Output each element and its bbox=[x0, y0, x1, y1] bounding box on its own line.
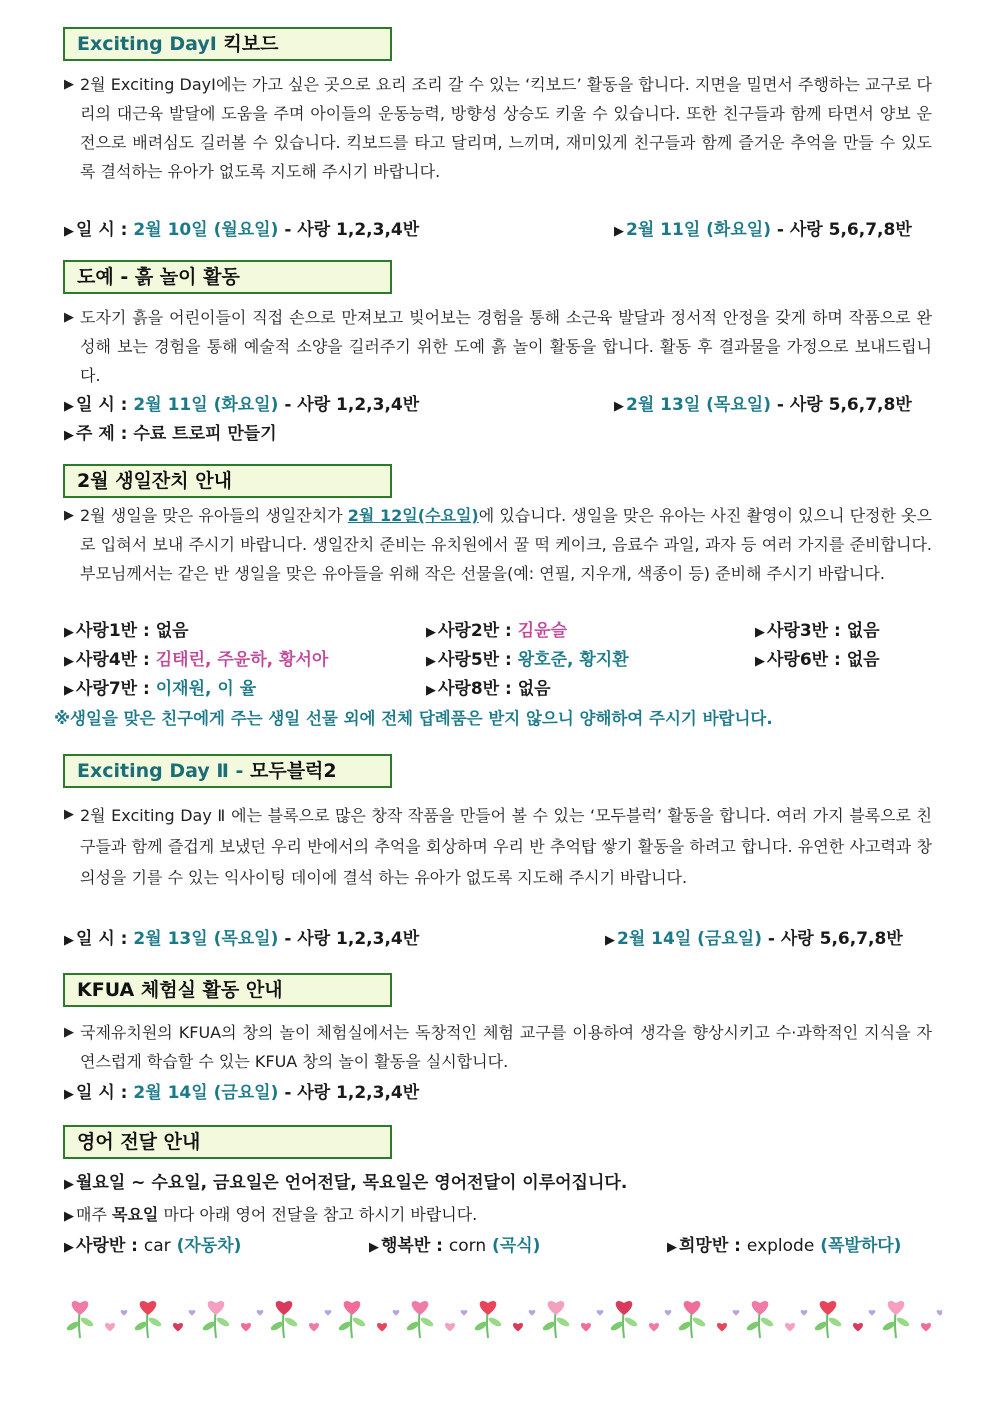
english-word-1 bbox=[64, 1232, 241, 1262]
small-heart-icon bbox=[241, 1323, 251, 1331]
class-names: 없음 bbox=[517, 679, 551, 699]
heart-flower-icon bbox=[208, 1301, 225, 1315]
word-korean: (자동차) bbox=[176, 1236, 242, 1256]
triangle-right-icon: ▶ bbox=[667, 1240, 677, 1255]
leaf-icon bbox=[623, 1316, 638, 1328]
schedule-date: 2월 13일 (목요일) bbox=[626, 395, 771, 415]
triangle-right-icon: ▶ bbox=[64, 399, 74, 414]
leaf-icon bbox=[283, 1316, 298, 1328]
leaf-icon bbox=[215, 1316, 230, 1328]
kfua-paragraph bbox=[64, 1018, 932, 1076]
heart-flower-icon bbox=[140, 1301, 157, 1315]
title-text: 영어 전달 안내 bbox=[77, 1131, 201, 1153]
title-part-b: 킥보드 bbox=[223, 33, 279, 55]
triangle-right-icon: ▶ bbox=[64, 654, 74, 669]
title-text: 2월 생일잔치 안내 bbox=[77, 470, 232, 492]
tiny-heart-icon bbox=[733, 1310, 740, 1316]
triangle-right-icon: ▶ bbox=[64, 1177, 74, 1192]
tiny-heart-icon bbox=[869, 1310, 876, 1316]
body-post: 에 있습니다. 생일을 맞은 유아는 사진 촬영이 있으니 단정한 옷으로 입혀서 보내 주시기 바랍니다. 생일잔치 준비는 유치원에서 꿀 떡 케이크, 음료수 과일, 과자 등 여러 가지를 준비합니다. 부모님께서는 같은 반 생일을 맞은 유아들을 위해 작은 선물을(예: 연필, 지우개, 색종이 등) 준비해 주시기 바랍니다. bbox=[80, 506, 933, 583]
word-class-label: 사랑반 : bbox=[76, 1236, 138, 1256]
triangle-right-icon: ▶ bbox=[614, 224, 624, 239]
leaf-icon bbox=[691, 1316, 706, 1328]
class-names: 이재원, 이 율 bbox=[155, 679, 257, 699]
triangle-right-icon: ▶ bbox=[64, 310, 74, 325]
blocks-paragraph bbox=[64, 800, 932, 893]
triangle-right-icon: ▶ bbox=[64, 1240, 74, 1255]
title-text: 도예 - 흙 놀이 활동 bbox=[77, 266, 240, 288]
triangle-right-icon: ▶ bbox=[64, 933, 74, 948]
small-heart-icon bbox=[377, 1323, 387, 1331]
theme-label: 주 제 : bbox=[76, 424, 128, 444]
kickboard-schedule-row-2 bbox=[614, 216, 912, 246]
birthday-date: 2월 12일(수요일) bbox=[347, 506, 479, 525]
heart-flower-icon bbox=[616, 1301, 633, 1315]
heart-flower-icon bbox=[684, 1301, 701, 1315]
triangle-right-icon: ▶ bbox=[64, 224, 74, 239]
triangle-right-icon: ▶ bbox=[64, 1025, 74, 1040]
pottery-theme-row bbox=[64, 420, 277, 450]
leaf-icon bbox=[827, 1316, 842, 1328]
schedule-classes: - 사랑 5,6,7,8반 bbox=[776, 395, 912, 415]
triangle-right-icon: ▶ bbox=[605, 933, 615, 948]
tiny-heart-icon bbox=[189, 1310, 196, 1316]
tiny-heart-icon bbox=[461, 1310, 468, 1316]
english-word-2 bbox=[369, 1232, 540, 1262]
schedule-classes: - 사랑 5,6,7,8반 bbox=[776, 220, 912, 240]
title-part-b: 모두블럭2 bbox=[250, 760, 337, 782]
pottery-schedule-row bbox=[64, 391, 419, 421]
small-heart-icon bbox=[513, 1323, 523, 1331]
class-label: 사랑8반 : bbox=[438, 679, 512, 699]
kickboard-paragraph bbox=[64, 70, 932, 186]
leaf-icon bbox=[555, 1316, 570, 1328]
title-part-a: Exciting Day Ⅱ - bbox=[77, 760, 244, 782]
leaf-icon bbox=[351, 1316, 366, 1328]
line2-post: 마다 아래 영어 전달을 참고 하시기 바랍니다. bbox=[158, 1205, 478, 1224]
heart-flower-icon bbox=[72, 1301, 89, 1315]
blocks-schedule-row bbox=[64, 925, 419, 955]
leaf-icon bbox=[147, 1316, 162, 1328]
triangle-right-icon: ▶ bbox=[755, 654, 765, 669]
triangle-right-icon: ▶ bbox=[426, 625, 436, 640]
section-title-pottery bbox=[63, 260, 392, 294]
class-names: 없음 bbox=[846, 621, 880, 641]
schedule-label: 일 시 : bbox=[76, 395, 128, 415]
small-heart-icon bbox=[581, 1323, 591, 1331]
triangle-right-icon: ▶ bbox=[426, 654, 436, 669]
small-heart-icon bbox=[309, 1323, 319, 1331]
birthday-class-2 bbox=[426, 617, 567, 647]
paragraph-text: 2월 Exciting DayⅠ에는 가고 싶은 곳으로 요리 조리 갈 수 있는 ‘킥보드’ 활동을 합니다. 지면을 밀면서 주행하는 교구로 다리의 대근육 발달에 도움을 주며 아이들의 운동능력, 방향성 상승도 키울 수 있습니다. 또한 친구들과 함께 타면서 양보 운전으로 배려심도 길러볼 수 있습니다. 킥보드를 타고 달리며, 느끼며, 재미있게 친구들과 함께 즐거운 추억을 만들 수 있도록 결석하는 유아가 없도록 지도해 주시기 바랍니다. bbox=[80, 75, 932, 181]
small-heart-icon bbox=[785, 1323, 795, 1331]
tiny-heart-icon bbox=[937, 1310, 942, 1316]
schedule-date: 2월 11일 (화요일) bbox=[133, 395, 279, 415]
triangle-right-icon: ▶ bbox=[64, 77, 74, 92]
birthday-class-1 bbox=[64, 617, 189, 647]
paragraph-text: 2월 Exciting Day Ⅱ 에는 블록으로 많은 창작 작품을 만들어 볼 수 있는 ‘모두블럭’ 활동을 합니다. 여러 가지 블록으로 친구들과 함께 즐겁게 보냈던 우리 반에서의 추억을 회상하며 우리 반 추억탑 쌓기 활동을 하려고 합니다. 유연한 사고력과 창의성을 기를 수 있는 익사이팅 데이에 결석 하는 유아가 없도록 지도해 주시기 바랍니다. bbox=[80, 806, 932, 887]
title-part-a: Exciting DayⅠ bbox=[77, 33, 217, 55]
schedule-classes: - 사랑 1,2,3,4반 bbox=[284, 929, 420, 949]
class-label: 사랑6반 : bbox=[767, 650, 841, 670]
schedule-label: 일 시 : bbox=[76, 1083, 128, 1103]
class-names: 없음 bbox=[846, 650, 880, 670]
class-names: 김윤슬 bbox=[517, 621, 568, 641]
schedule-classes: - 사랑 1,2,3,4반 bbox=[284, 220, 420, 240]
tiny-heart-icon bbox=[121, 1310, 128, 1316]
class-names: 김태린, 주윤하, 황서아 bbox=[155, 650, 329, 670]
small-heart-icon bbox=[173, 1323, 183, 1331]
leaf-icon bbox=[487, 1316, 502, 1328]
schedule-label: 일 시 : bbox=[76, 220, 128, 240]
triangle-right-icon: ▶ bbox=[64, 625, 74, 640]
triangle-right-icon: ▶ bbox=[64, 807, 74, 822]
triangle-right-icon: ▶ bbox=[64, 683, 74, 698]
tiny-heart-icon bbox=[529, 1310, 536, 1316]
section-title-blocks bbox=[63, 754, 392, 788]
schedule-date: 2월 14일 (금요일) bbox=[617, 929, 762, 949]
triangle-right-icon: ▶ bbox=[755, 625, 765, 640]
word-english: explode bbox=[746, 1236, 815, 1256]
small-heart-icon bbox=[921, 1323, 931, 1331]
schedule-date: 2월 13일 (목요일) bbox=[133, 929, 279, 949]
triangle-right-icon: ▶ bbox=[369, 1240, 379, 1255]
word-korean: (곡식) bbox=[492, 1236, 541, 1256]
english-line-2 bbox=[64, 1200, 477, 1231]
word-korean: (폭발하다) bbox=[820, 1236, 902, 1256]
tiny-heart-icon bbox=[597, 1310, 604, 1316]
class-label: 사랑4반 : bbox=[76, 650, 150, 670]
theme-value: 수료 트로피 만들기 bbox=[133, 424, 277, 444]
small-heart-icon bbox=[445, 1323, 455, 1331]
heart-flower-icon bbox=[752, 1301, 769, 1315]
heart-flower-icon bbox=[344, 1301, 361, 1315]
heart-flower-icon bbox=[480, 1301, 497, 1315]
line2-bold: 목요일 bbox=[112, 1205, 159, 1224]
tiny-heart-icon bbox=[325, 1310, 332, 1316]
small-heart-icon bbox=[649, 1323, 659, 1331]
line2-pre: 매주 bbox=[76, 1205, 112, 1224]
paragraph-text bbox=[80, 501, 932, 588]
schedule-date: 2월 10일 (월요일) bbox=[133, 220, 279, 240]
paragraph-text: 도자기 흙을 어린이들이 직접 손으로 만져보고 빚어보는 경험을 통해 소근육 발달과 정서적 안정을 갖게 하며 작품으로 완성해 보는 경험을 통해 예술적 소양을 길러주기 위한 도예 흙 놀이 활동을 합니다. 활동 후 결과물을 가정으로 보내드립니다. bbox=[80, 308, 932, 385]
heart-flower-icon bbox=[820, 1301, 837, 1315]
schedule-label: 일 시 : bbox=[76, 929, 128, 949]
body-pre: 2월 생일을 맞은 유아들의 생일잔치가 bbox=[80, 506, 348, 525]
class-label: 사랑1반 : bbox=[76, 621, 150, 641]
heart-flower-icon bbox=[276, 1301, 293, 1315]
section-title-kickboard bbox=[63, 27, 392, 61]
birthday-class-8 bbox=[426, 675, 551, 705]
kickboard-schedule-row bbox=[64, 216, 419, 246]
triangle-right-icon: ▶ bbox=[64, 428, 74, 443]
class-names: 왕호준, 황지환 bbox=[517, 650, 629, 670]
heart-flower-border bbox=[60, 1292, 942, 1342]
small-heart-icon bbox=[853, 1323, 863, 1331]
birthday-class-6 bbox=[755, 646, 880, 676]
section-title-kfua bbox=[63, 973, 392, 1007]
kfua-schedule-row bbox=[64, 1079, 419, 1109]
schedule-date: 2월 11일 (화요일) bbox=[626, 220, 771, 240]
word-class-label: 행복반 : bbox=[381, 1236, 443, 1256]
leaf-icon bbox=[419, 1316, 434, 1328]
schedule-classes: - 사랑 1,2,3,4반 bbox=[284, 1083, 420, 1103]
class-label: 사랑3반 : bbox=[767, 621, 841, 641]
class-names: 없음 bbox=[155, 621, 189, 641]
heart-flower-icon bbox=[548, 1301, 565, 1315]
heart-flower-icon bbox=[888, 1301, 905, 1315]
schedule-date: 2월 14일 (금요일) bbox=[133, 1083, 279, 1103]
triangle-right-icon: ▶ bbox=[64, 1087, 74, 1102]
english-info-text: 월요일 ~ 수요일, 금요일은 언어전달, 목요일은 영어전달이 이루어집니다. bbox=[76, 1173, 628, 1193]
pottery-paragraph bbox=[64, 303, 932, 390]
leaf-icon bbox=[895, 1316, 910, 1328]
small-heart-icon bbox=[717, 1323, 727, 1331]
pottery-schedule-row-2 bbox=[614, 391, 912, 421]
class-label: 사랑2반 : bbox=[438, 621, 512, 641]
class-label: 사랑5반 : bbox=[438, 650, 512, 670]
small-heart-icon bbox=[105, 1323, 115, 1331]
class-label: 사랑7반 : bbox=[76, 679, 150, 699]
schedule-classes: - 사랑 5,6,7,8반 bbox=[767, 929, 903, 949]
tiny-heart-icon bbox=[393, 1310, 400, 1316]
section-title-english bbox=[63, 1125, 392, 1159]
birthday-class-3 bbox=[755, 617, 880, 647]
leaf-icon bbox=[759, 1316, 774, 1328]
triangle-right-icon: ▶ bbox=[64, 508, 74, 523]
birthday-class-7 bbox=[64, 675, 256, 705]
schedule-classes: - 사랑 1,2,3,4반 bbox=[284, 395, 420, 415]
leaf-icon bbox=[79, 1316, 94, 1328]
word-class-label: 희망반 : bbox=[679, 1236, 741, 1256]
title-text: KFUA 체험실 활동 안내 bbox=[77, 979, 283, 1001]
birthday-paragraph bbox=[64, 501, 932, 588]
tiny-heart-icon bbox=[801, 1310, 808, 1316]
blocks-schedule-row-2 bbox=[605, 925, 903, 955]
triangle-right-icon: ▶ bbox=[614, 399, 624, 414]
heart-flower-icon bbox=[412, 1301, 429, 1315]
word-english: car bbox=[143, 1236, 171, 1256]
tiny-heart-icon bbox=[257, 1310, 264, 1316]
triangle-right-icon: ▶ bbox=[426, 683, 436, 698]
paragraph-text: 국제유치원의 KFUA의 창의 놀이 체험실에서는 독창적인 체험 교구를 이용하여 생각을 향상시키고 수·과학적인 지식을 자연스럽게 학습할 수 있는 KFUA 창의 놀이 활동을 실시합니다. bbox=[80, 1023, 932, 1071]
section-title-birthday bbox=[63, 464, 392, 498]
english-word-3 bbox=[667, 1232, 901, 1262]
english-line-1 bbox=[64, 1169, 627, 1199]
word-english: corn bbox=[448, 1236, 487, 1256]
birthday-note: ※생일을 맞은 친구에게 주는 생일 선물 외에 전체 답례품은 받지 않으니 양해하여 주시기 바랍니다. bbox=[54, 709, 773, 728]
triangle-right-icon: ▶ bbox=[64, 1209, 74, 1224]
tiny-heart-icon bbox=[665, 1310, 672, 1316]
birthday-class-4 bbox=[64, 646, 328, 676]
birthday-class-5 bbox=[426, 646, 629, 676]
